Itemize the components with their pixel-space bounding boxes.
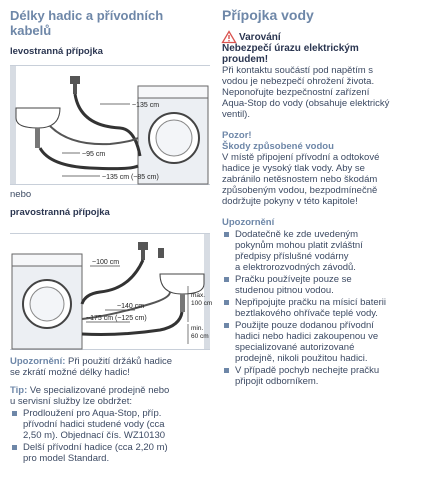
tip-intro: Tip: Ve specializované prodejně nebo u servisní služby lze obdržet: [10,385,170,407]
list-item: V případě pochyb nechejte pračku připojit odborníkem. [222,365,418,387]
figure-left-connection [10,65,210,185]
note-block [222,217,418,387]
caution-label: Pozor! [222,130,252,141]
note-list [222,229,418,387]
section-title-water-connection: Přípojka vody [222,7,314,23]
warning-triangle-icon [222,31,236,43]
dim-label-3: ~135 cm (~85 cm) [102,174,159,181]
warning-heading: Nebezpečí úrazu elektrickým proudem! [222,43,359,65]
dim-label-1: ~100 cm [92,259,120,266]
left-column [10,8,206,57]
list-item: Použijte pouze dodanou přívodní hadici nebo hadici zakoupenou ve specializované autorizované prodejně, nikoli použitou hadici. [222,320,418,364]
warning-block [222,31,418,120]
caution-body: V místě připojení přívodní a odtokové hadice je vysoký tlak vody. Aby se zabránilo netěsnostem nebo škodám způsobeným vodou, bezpodmínečně dodržujte pokyny v této kapitole! [222,152,380,207]
right-connection-diagram [10,234,213,349]
list-item: Dodatečně ke zde uvedeným pokynům mohou platit zvláštní předpisy příslušné vodárny a elektrorozvodných závodů. [222,229,418,273]
or-text: nebo [10,189,32,200]
subtitle-right-connection: pravostranná přípojka [10,207,110,218]
warning-label: Varování [239,31,281,43]
min-label: min. [191,325,204,332]
right-column [222,8,418,388]
figure-right-connection [10,233,213,350]
max-label: max. [191,292,206,299]
list-item: Nepřipojujte pračku na mísicí baterii beztlakového ohřívače teplé vody. [222,297,418,319]
dim-label-3: ~175 cm (~125 cm) [86,315,147,322]
note-label: Upozornění [222,217,275,228]
caution-heading: Škody způsobené vodou [222,141,334,152]
section-title-hose-lengths: Délky hadic a přívodních kabelů [10,8,164,38]
dim-label-1: ~135 cm [132,102,160,109]
list-item: Pračku používejte pouze se studenou pitnou vodou. [222,274,418,296]
tip-block [10,385,210,465]
min-value: 60 cm [191,333,209,340]
note-hose-holders: Upozornění: Při použití držáků hadice se zkrátí možné délky hadic! [10,356,173,378]
max-value: 100 cm [191,300,213,307]
left-connection-diagram [10,66,210,184]
caution-block [222,130,418,207]
list-item: Prodloužení pro Aqua-Stop, příp. přívodní hadici studené vody (cca 2,50 m). Objednací čís. WZ10130 [10,408,210,441]
dim-label-2: ~95 cm [82,151,106,158]
list-item: Delší přívodní hadice (cca 2,20 m) pro model Standard. [10,442,210,464]
dim-label-2: ~140 cm [117,303,145,310]
subtitle-left-connection: levostranná přípojka [10,46,103,57]
warning-body: Při kontaktu součástí pod napětím s vodou je nebezpečí ohrožení života. Neponořujte bezpečnostní zařízení Aqua-Stop do vody (obsahuje elektrický ventil). [222,65,390,120]
tip-list [10,408,210,464]
